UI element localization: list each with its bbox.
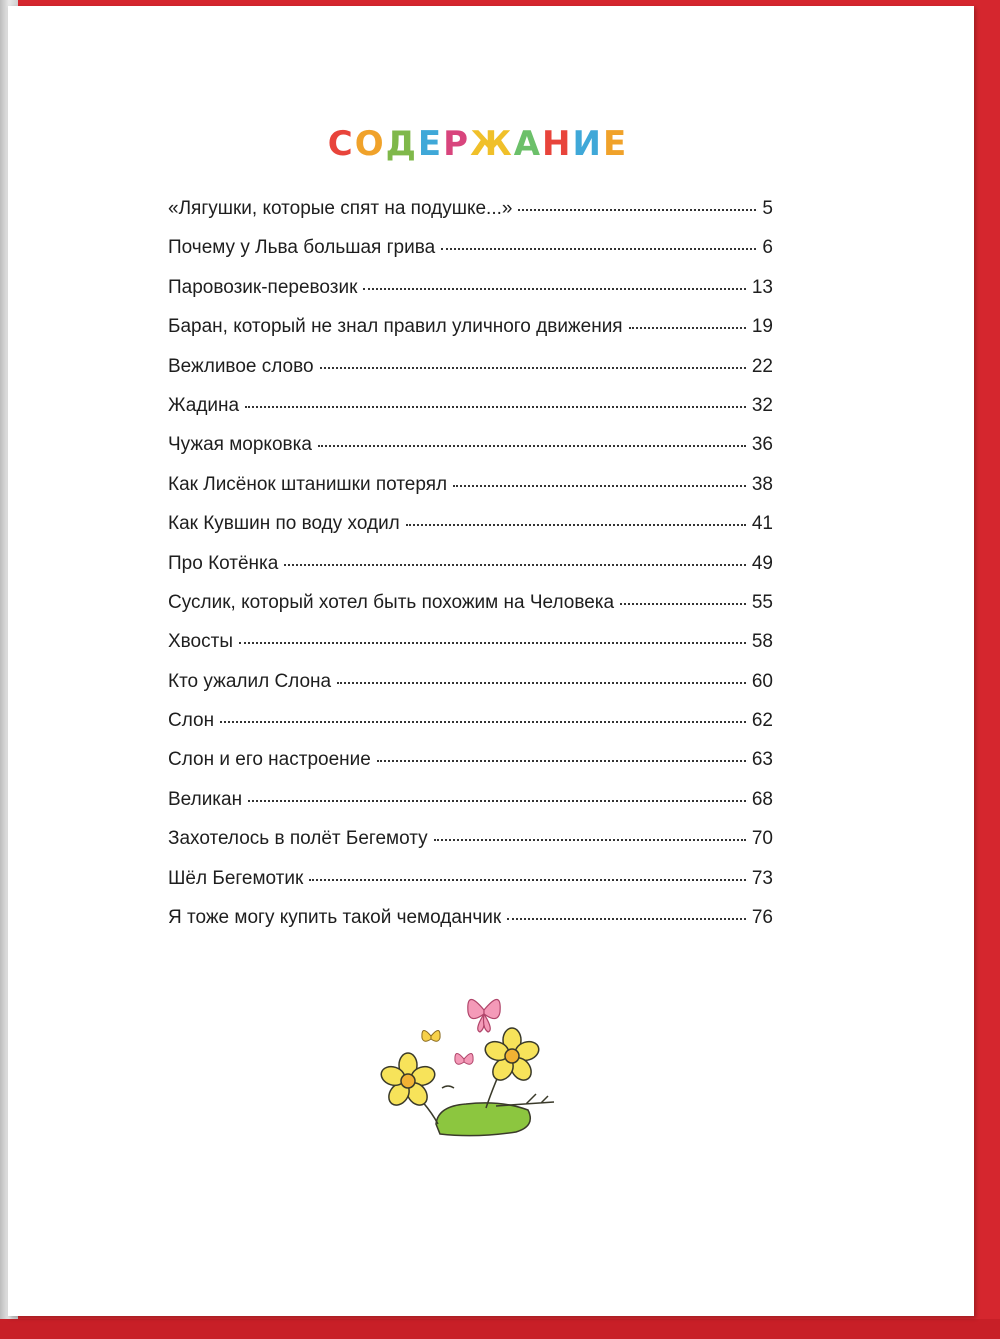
toc-entry-title: Как Кувшин по воду ходил [168, 513, 400, 535]
toc-entry[interactable] [168, 553, 773, 592]
toc-entry-title: Вежливое слово [168, 355, 314, 377]
toc-entry-page: 76 [751, 907, 773, 929]
toc-entry-page: 22 [751, 355, 773, 377]
book-cover-bottom [0, 1319, 1000, 1339]
toc-leader-dots [245, 405, 746, 408]
title-letter: Е [602, 124, 629, 164]
toc-entry-page: 70 [751, 828, 773, 850]
title-letter: Н [542, 124, 573, 164]
toc-entry-title: Как Лисёнок штанишки потерял [168, 473, 448, 495]
toc-entry-title: «Лягушки, которые спят на подушке...» [168, 198, 513, 219]
toc-entry[interactable] [168, 868, 773, 907]
toc-entry-page: 60 [751, 670, 773, 692]
toc-leader-dots [309, 878, 746, 881]
toc-entry-title: Баран, который не знал правил уличного движения [168, 316, 623, 338]
toc-entry-page: 36 [751, 434, 773, 456]
toc-entry[interactable] [168, 277, 773, 316]
toc-entry-title: Шёл Бегемотик [168, 867, 304, 889]
toc-entry[interactable] [168, 671, 773, 710]
toc-entry[interactable] [168, 316, 773, 355]
toc-entry-title: Чужая морковка [168, 434, 312, 456]
page-title [8, 124, 948, 164]
toc-entry-title: Захотелось в полёт Бегемоту [168, 828, 428, 850]
toc-leader-dots [320, 366, 746, 369]
toc-leader-dots [518, 208, 756, 211]
toc-leader-dots [507, 917, 746, 920]
toc-entry-page: 62 [751, 710, 773, 732]
toc-leader-dots [377, 759, 746, 762]
toc-entry-page: 49 [751, 552, 773, 574]
toc-entry[interactable] [168, 710, 773, 749]
toc-entry[interactable] [168, 474, 773, 513]
title-letter: О [354, 124, 386, 164]
toc-entry[interactable] [168, 789, 773, 828]
toc-entry-page: 68 [751, 788, 773, 810]
title-letter: Р [443, 124, 471, 164]
toc-entry[interactable] [168, 749, 773, 788]
toc-entry-title: Слон [168, 710, 215, 732]
toc-leader-dots [318, 444, 746, 447]
toc-entry-title: Паровозик-перевозик [168, 276, 358, 298]
toc-entry[interactable] [168, 356, 773, 395]
toc-leader-dots [337, 681, 746, 684]
title-letter: С [327, 124, 355, 164]
toc-entry-title: Великан [168, 788, 243, 810]
toc-entry[interactable] [168, 434, 773, 473]
toc-entry-title: Жадина [168, 394, 240, 416]
toc-entry[interactable] [168, 907, 773, 946]
toc-entry-page: 5 [762, 198, 773, 219]
toc-entry-page: 13 [751, 276, 773, 298]
title-letter: И [572, 124, 603, 164]
book-page [8, 6, 974, 1316]
toc-entry-title: Кто ужалил Слона [168, 670, 332, 692]
toc-entry[interactable] [168, 828, 773, 867]
table-of-contents [168, 198, 773, 946]
toc-entry[interactable] [168, 237, 773, 276]
toc-entry[interactable] [168, 395, 773, 434]
toc-entry-title: Слон и его настроение [168, 749, 371, 771]
toc-leader-dots [363, 287, 745, 290]
toc-leader-dots [284, 563, 746, 566]
toc-leader-dots [220, 720, 746, 723]
toc-entry-page: 55 [751, 591, 773, 613]
toc-entry[interactable] [168, 631, 773, 670]
toc-entry[interactable] [168, 592, 773, 631]
title-letter: Е [417, 124, 444, 164]
toc-leader-dots [406, 523, 746, 526]
toc-leader-dots [441, 247, 756, 250]
toc-entry-title: Хвосты [168, 631, 233, 653]
toc-entry-page: 32 [751, 394, 773, 416]
title-letter: А [513, 124, 543, 164]
toc-leader-dots [453, 484, 746, 487]
toc-entry-page: 41 [751, 513, 773, 535]
toc-leader-dots [620, 602, 746, 605]
toc-entry-page: 63 [751, 749, 773, 771]
toc-leader-dots [434, 838, 746, 841]
toc-entry-title: Суслик, который хотел быть похожим на Человека [168, 591, 615, 613]
toc-entry-page: 19 [751, 316, 773, 338]
toc-entry[interactable] [168, 513, 773, 552]
toc-entry-page: 6 [762, 237, 773, 259]
toc-entry-page: 38 [751, 473, 773, 495]
toc-entry-title: Про Котёнка [168, 552, 279, 574]
toc-leader-dots [239, 641, 746, 644]
flowers-butterflies-illustration [376, 984, 556, 1144]
toc-entry-title: Почему у Льва большая грива [168, 237, 436, 259]
toc-entry-title: Я тоже могу купить такой чемоданчик [168, 907, 502, 929]
toc-leader-dots [629, 326, 746, 329]
title-letter: Ж [470, 124, 514, 164]
title-letter: Д [385, 124, 418, 164]
toc-entry[interactable] [168, 198, 773, 237]
toc-leader-dots [248, 799, 746, 802]
toc-entry-page: 58 [751, 631, 773, 653]
toc-entry-page: 73 [751, 867, 773, 889]
